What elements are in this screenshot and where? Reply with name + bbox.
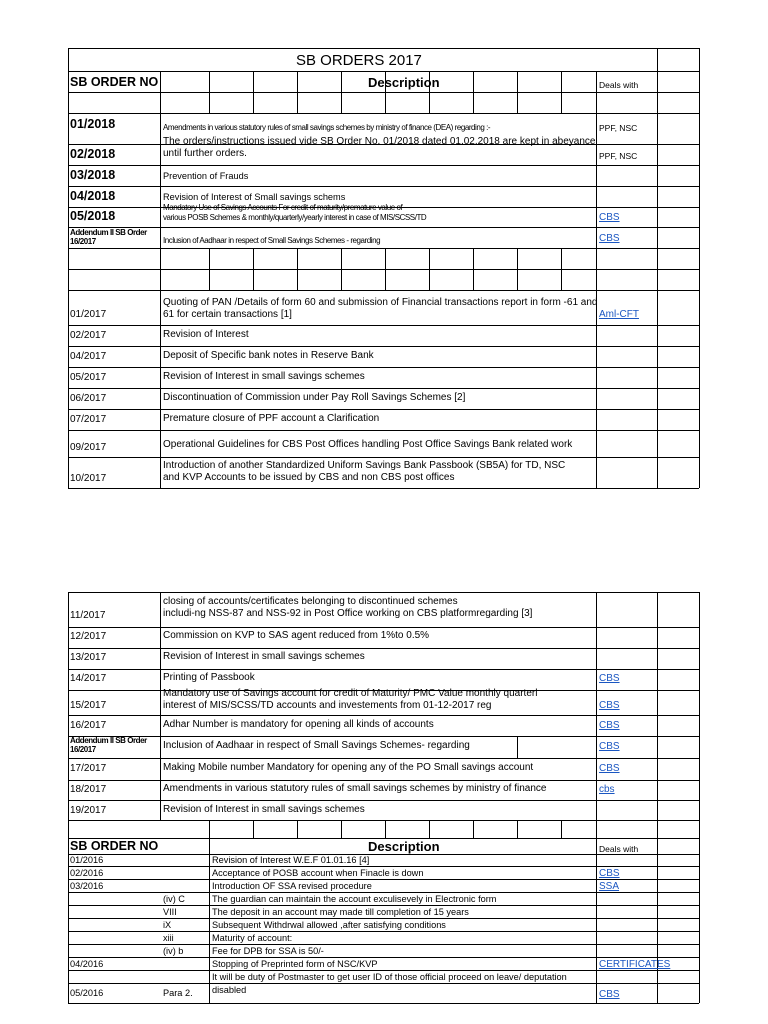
order-number: 09/2017 <box>70 442 107 453</box>
grid-line <box>68 592 699 593</box>
order-description: Subsequent Withdrwal allowed ,after satisfying conditions <box>212 920 446 930</box>
order-description: Introduction OF SSA revised procedure <box>212 881 372 891</box>
grid-line <box>699 592 700 1003</box>
order-description: closing of accounts/certificates belonging to discontinued schemes <box>163 596 458 607</box>
order-number: 05/2016 <box>70 988 104 998</box>
grid-line <box>517 820 518 838</box>
grid-line <box>68 918 699 919</box>
order-description: Fee for DPB for SSA is 50/- <box>212 946 324 956</box>
grid-line <box>68 186 699 187</box>
grid-line <box>68 388 699 389</box>
order-description: Amendments in various statutory rules of small savings schemes by ministry of finance (DEA) regarding :- <box>163 123 491 132</box>
column-header-deals-with: Deals with <box>599 844 639 854</box>
grid-line <box>68 457 699 458</box>
order-description: Maturity of account: <box>212 933 293 943</box>
grid-line <box>209 248 210 290</box>
sub-clause: iX <box>163 920 172 930</box>
grid-line <box>68 820 699 821</box>
grid-line <box>253 248 254 290</box>
order-description: The guardian can maintain the account exculisevely in Electronic form <box>212 894 497 904</box>
grid-line <box>68 800 699 801</box>
grid-line <box>68 48 699 49</box>
order-number: 16/2017 <box>70 237 96 246</box>
order-description: Amendments in various statutory rules of small savings schemes by ministry of finance <box>163 783 547 794</box>
order-number: 12/2017 <box>70 631 107 642</box>
grid-line <box>68 627 699 628</box>
grid-line <box>473 248 474 290</box>
deals-with-link[interactable]: CBS <box>599 741 620 752</box>
grid-line <box>68 367 699 368</box>
order-number: Addendum II SB Order <box>70 736 147 745</box>
grid-line <box>596 592 597 1003</box>
grid-line <box>297 248 298 290</box>
order-description: Stopping of Preprinted form of NSC/KVP <box>212 959 378 969</box>
order-description: Mandatory Use of Savings Accounts For credit of maturity/premature value of <box>163 203 403 212</box>
order-number: 05/2017 <box>70 372 107 383</box>
deals-with-link[interactable]: CBS <box>599 700 620 711</box>
order-number: 14/2017 <box>70 673 107 684</box>
grid-line <box>429 820 430 838</box>
order-number: 07/2017 <box>70 414 107 425</box>
order-description: Mandatory use of Savings account for credit of Maturity/ PMC Value monthly quarterl <box>163 688 538 699</box>
deals-with-link[interactable]: SSA <box>599 881 620 892</box>
order-description: Introduction of another Standardized Uniform Savings Bank Passbook (SB5A) for TD, NSC <box>163 460 566 471</box>
order-description: Revision of Interest W.E.F 01.01.16 [4] <box>212 855 370 865</box>
order-number: 16/2017 <box>70 720 107 731</box>
order-number: 04/2016 <box>70 959 104 969</box>
order-number: 11/2017 <box>70 610 106 621</box>
order-description: Prevention of Frauds <box>163 171 249 181</box>
grid-line <box>68 488 699 489</box>
grid-line <box>657 592 658 1003</box>
order-description: Operational Guidelines for CBS Post Offices handling Post Office Savings Bank related work <box>163 439 573 450</box>
order-number: Addendum II SB Order <box>70 228 147 237</box>
order-description: Revision of Interest in small savings schemes <box>163 371 365 382</box>
grid-line <box>68 931 699 932</box>
deals-with-link[interactable]: CBS <box>599 720 620 731</box>
grid-line <box>68 325 699 326</box>
deals-with-link[interactable]: CBS <box>599 989 620 1000</box>
grid-line <box>68 905 699 906</box>
grid-line <box>253 71 254 113</box>
grid-line <box>160 71 161 488</box>
grid-line <box>68 48 69 488</box>
order-description: Premature closure of PPF account a Clarification <box>163 413 380 424</box>
grid-line <box>160 592 161 820</box>
order-number: 16/2017 <box>70 745 96 754</box>
grid-line <box>68 290 699 291</box>
grid-line <box>385 248 386 290</box>
order-description: Adhar Number is mandatory for opening all kinds of accounts <box>163 719 434 730</box>
order-number: 04/2017 <box>70 351 107 362</box>
grid-line <box>68 854 699 855</box>
order-description: 61 for certain transactions [1] <box>163 309 292 320</box>
deals-with-link[interactable]: Aml-CFT <box>599 309 639 320</box>
deals-with-link[interactable]: CBS <box>599 868 620 879</box>
grid-line <box>297 71 298 113</box>
order-description: Commission on KVP to SAS agent reduced from 1%to 0.5% <box>163 630 430 641</box>
order-description: includi-ng NSS-87 and NSS-92 in Post Office working on CBS platformregarding [3] <box>163 608 533 619</box>
order-description: Inclusion of Aadhaar in respect of Small Savings Schemes- regarding <box>163 740 470 751</box>
grid-line <box>68 165 699 166</box>
column-header-deals-with: Deals with <box>599 80 639 90</box>
column-header-description: Description <box>368 839 440 854</box>
grid-line <box>68 227 699 228</box>
order-number: 19/2017 <box>70 805 107 816</box>
order-description: Inclusion of Aadhaar in respect of Small Savings Schemes - regarding <box>163 236 381 245</box>
order-description: various POSB Schemes & monthly/quarterly/yearly interest in case of MIS/SCSS/TD <box>163 213 427 222</box>
column-header-order-no: SB ORDER NO <box>70 839 159 853</box>
grid-line <box>68 983 699 984</box>
order-description: and KVP Accounts to be issued by CBS and non CBS post offices <box>163 472 455 483</box>
grid-line <box>385 820 386 838</box>
order-description: Revision of Interest <box>163 329 249 340</box>
deals-with-cell: PPF, NSC <box>599 151 638 161</box>
grid-line <box>68 736 699 737</box>
sub-clause: VIII <box>163 907 177 917</box>
grid-line <box>68 92 699 93</box>
grid-line <box>68 592 69 1003</box>
order-number: 01/2018 <box>70 117 116 131</box>
deals-with-link[interactable]: cbs <box>599 784 615 795</box>
order-number: 04/2018 <box>70 189 116 203</box>
page-title: SB ORDERS 2017 <box>296 52 422 69</box>
order-description: Revision of Interest in small savings schemes <box>163 804 365 815</box>
grid-line <box>68 430 699 431</box>
order-description: disabled <box>212 985 247 995</box>
grid-line <box>657 48 658 488</box>
grid-line <box>517 248 518 290</box>
deals-with-link[interactable]: CBS <box>599 212 620 223</box>
order-number: 17/2017 <box>70 763 107 774</box>
grid-line <box>253 820 254 838</box>
deals-with-link[interactable]: CBS <box>599 233 620 244</box>
grid-line <box>68 346 699 347</box>
grid-line <box>473 71 474 113</box>
order-number: 10/2017 <box>70 473 107 484</box>
order-number: 01/2017 <box>70 309 107 320</box>
grid-line <box>341 820 342 838</box>
grid-line <box>341 71 342 113</box>
grid-line <box>517 71 518 113</box>
grid-line <box>68 944 699 945</box>
order-description: Acceptance of POSB account when Finacle is down <box>212 868 424 878</box>
order-number: 03/2018 <box>70 168 116 182</box>
grid-line <box>561 820 562 838</box>
grid-line <box>429 248 430 290</box>
grid-line <box>68 758 699 759</box>
grid-line <box>68 248 699 249</box>
grid-line <box>561 248 562 290</box>
grid-line <box>596 71 597 488</box>
grid-line <box>209 71 210 113</box>
order-number: 03/2016 <box>70 881 104 891</box>
order-description: The orders/instructions issued vide SB Order No. 01/2018 dated 01.02.2018 are kept in abeyance <box>163 136 596 147</box>
grid-line <box>68 669 699 670</box>
order-description: Printing of Passbook <box>163 672 255 683</box>
order-number: 06/2017 <box>70 393 107 404</box>
order-number: 18/2017 <box>70 784 107 795</box>
deals-with-cell: PPF, NSC <box>599 123 638 133</box>
sub-clause: (iv) b <box>163 946 184 956</box>
order-description: Making Mobile number Mandatory for opening any of the PO Small savings account <box>163 762 534 773</box>
order-number: 02/2017 <box>70 330 107 341</box>
grid-line <box>209 820 210 1003</box>
deals-with-link[interactable]: CERTIFICATES <box>599 959 671 970</box>
column-header-description: Description <box>368 75 440 90</box>
grid-line <box>699 48 700 488</box>
order-description: Discontinuation of Commission under Pay Roll Savings Schemes [2] <box>163 392 466 403</box>
order-number: 01/2016 <box>70 855 104 865</box>
sub-clause: Para 2. <box>163 988 193 998</box>
grid-line <box>68 957 699 958</box>
order-description: Revision of Interest of Small savings schems <box>163 192 346 202</box>
order-description: Quoting of PAN /Details of form 60 and submission of Financial transactions report in form -61 and <box>163 297 598 308</box>
grid-line <box>68 269 699 270</box>
grid-line <box>68 866 699 867</box>
order-description: Deposit of Specific bank notes in Reserve Bank <box>163 350 374 361</box>
grid-line <box>68 715 699 716</box>
grid-line <box>473 820 474 838</box>
deals-with-link[interactable]: CBS <box>599 763 620 774</box>
grid-line <box>517 736 518 758</box>
order-description: Revision of Interest in small savings schemes <box>163 651 365 662</box>
order-number: 13/2017 <box>70 652 107 663</box>
order-number: 02/2016 <box>70 868 104 878</box>
grid-line <box>68 113 699 114</box>
grid-line <box>341 248 342 290</box>
order-description: interest of MIS/SCSS/TD accounts and investements from 01-12-2017 reg <box>163 700 492 711</box>
column-header-order-no: SB ORDER NO <box>70 75 159 89</box>
order-number: 02/2018 <box>70 147 116 161</box>
grid-line <box>68 648 699 649</box>
order-number: 15/2017 <box>70 700 107 711</box>
order-description: until further orders. <box>163 148 247 159</box>
sub-clause: (iv) C <box>163 894 185 904</box>
grid-line <box>561 71 562 113</box>
grid-line <box>68 780 699 781</box>
grid-line <box>68 1003 699 1004</box>
grid-line <box>297 820 298 838</box>
order-description: The deposit in an account may made till completion of 15 years <box>212 907 469 917</box>
grid-line <box>68 409 699 410</box>
sub-clause: xiii <box>163 933 174 943</box>
order-number: 05/2018 <box>70 209 116 223</box>
order-description: It will be duty of Postmaster to get user ID of those official proceed on leave/ deputation <box>212 972 567 982</box>
deals-with-link[interactable]: CBS <box>599 673 620 684</box>
grid-line <box>68 71 699 72</box>
